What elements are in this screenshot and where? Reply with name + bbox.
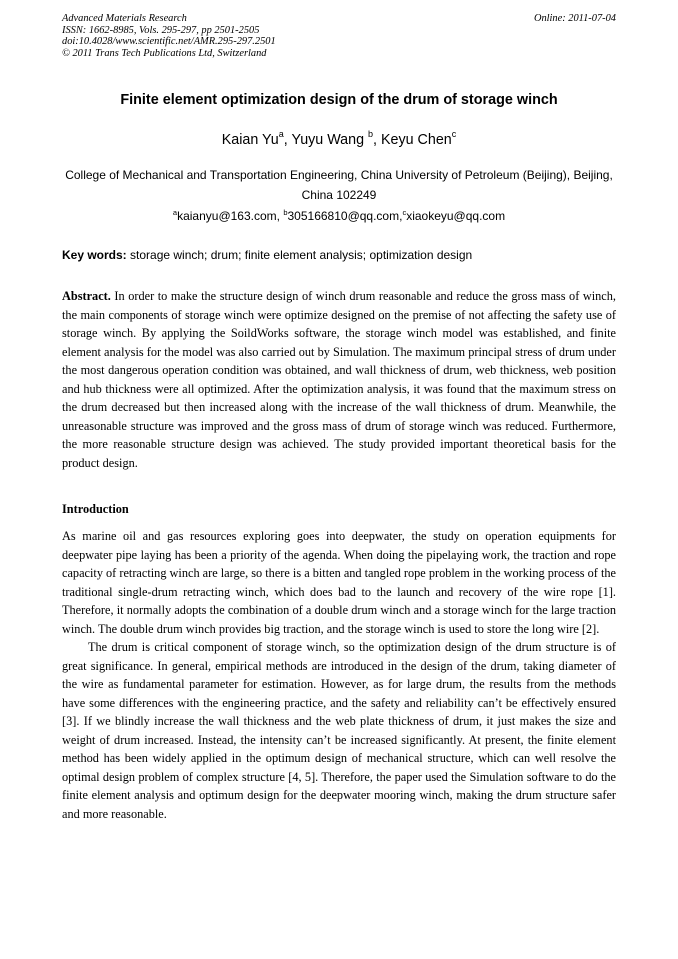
author-list [0,131,678,149]
abstract [62,287,616,472]
keywords [62,247,616,263]
affiliation: College of Mechanical and Transportation Engineering, China University of Petroleum (Beijing), Beijing, China 102249 [65,168,613,202]
online-date: Online: 2011-07-04 [533,13,616,24]
abstract-text: In order to make the structure design of winch drum reasonable and reduce the gross mass of winch, the main components of storage winch were optimize designed on the premise of not affecting the safety use of storage winch. By applying the SoildWorks software, the storage winch model was established, and finite element analysis for the model was also carried out by Simulation. The maximum principal stress of drum under the most dangerous operation condition was obtained, and wall thickness of drum, web thickness, web position and hub thickness were all optimized. After the optimization analysis, it was found that the maximum stress on the drum decreased but then increased along with the increase of the wall thickness of drum. Meanwhile, the unreasonable structure was improved and the gross mass of drum of storage winch was reduced. Furthermore, the more reasonable structure design was achieved. The study provided important theoretical basis for the product design. [62,289,616,470]
author-separator: , [373,132,381,148]
email-mark: b [283,208,288,217]
issn-line: ISSN: 1662-8985, Vols. 295-297, pp 2501-2505 [62,24,260,36]
abstract-label: Abstract. [62,289,111,303]
paragraph: The drum is critical component of storage winch, so the optimization design of the drum structure is of great significance. In general, empirical methods are introduced in the design of the drum, taking diameter of the wire as fundamental parameter for estimation. However, as for large drum, the results from the methods have some differences with the engineering practice, and the safety and reliability can’t be effectively ensured [3]. If we blindly increase the wall thickness and the web plate thickness of drum, it just makes the size and weight of drum increased. Instead, the intensity can’t be increased significantly. At present, the finite element method has been widely applied in the optimum design of mechanical structure, which can well resolve the optimal design problem of complex structure [4, 5]. Therefore, the paper used the Simulation software to do the finite element analysis and optimum design for the deepwater mooring winch, making the drum structure safer and more reasonable. [62,640,616,821]
email-link[interactable]: xiaokeyu@qq.com [406,209,506,223]
email-link[interactable]: 305166810@qq.com, [287,209,403,223]
author-affiliation-mark: b [368,129,374,139]
author-emails [0,208,678,224]
author-separator: , [283,132,292,148]
email-mark: a [172,208,178,217]
author-affiliation-mark: c [451,129,457,139]
journal-header [62,13,616,59]
introduction-body [62,527,616,823]
email-link[interactable]: kaianyu@163.com, [177,209,284,223]
doi-line: doi:10.4028/www.scientific.net/AMR.295-297.2501 [62,36,276,47]
author-name: Keyu Chen [380,132,452,148]
copyright-line: © 2011 Trans Tech Publications Ltd, Switzerland [62,47,267,59]
paragraph: As marine oil and gas resources exploring goes into deepwater, the study on operation equipments for deepwater pipe laying has been a priority of the agenda. When doing the pipelaying work, the traction and rope capacity of retracting winch are large, so there is a bitten and tangled rope problem in the working process of the traditional single-drum retracting winch, which does bad to the launch and recovery of the wire rope [1]. Therefore, it normally adopts the combination of a double drum winch and a storage winch for the large traction winch. The double drum winch provides big traction, and the storage winch is used to store the long wire [2]. [62,529,616,636]
section-heading-introduction: Introduction [62,502,129,516]
author-affiliation-mark: a [278,129,284,139]
paper-title: Finite element optimization design of the drum of storage winch [120,92,558,108]
author-name: Kaian Yu [221,132,279,148]
keywords-label: Key words: [62,248,127,262]
journal-name: Advanced Materials Research [62,13,187,24]
author-name: Yuyu Wang [291,132,369,148]
keywords-text: storage winch; drum; finite element analysis; optimization design [126,248,473,262]
email-mark: c [402,208,407,217]
